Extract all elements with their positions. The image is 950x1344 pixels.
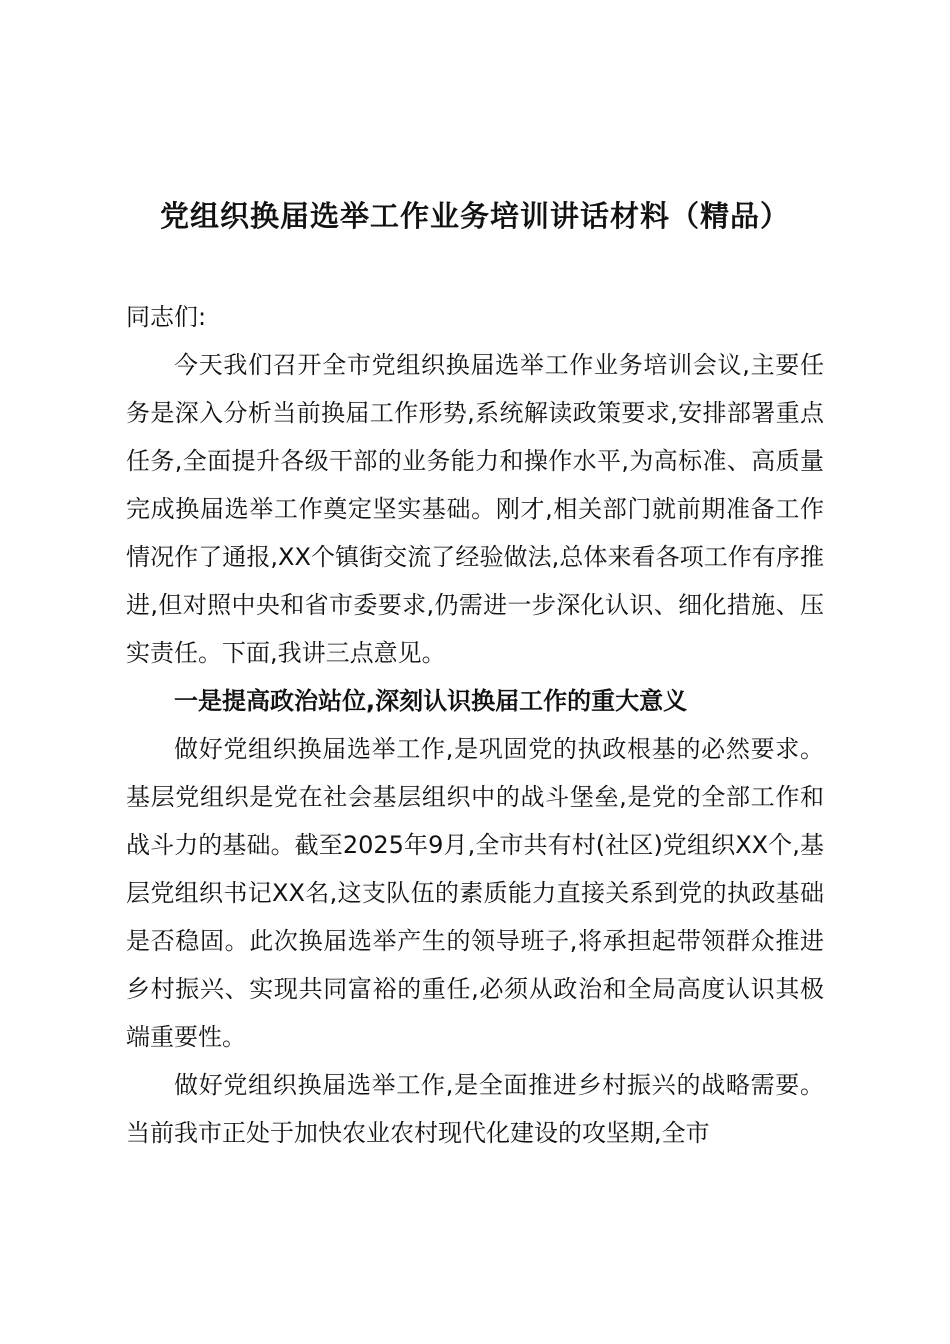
document-body bbox=[126, 293, 824, 1157]
paragraph-political-foundation: 做好党组织换届选举工作,是巩固党的执政根基的必然要求。基层党组织是党在社会基层组织中的战斗堡垒,是党的全部工作和战斗力的基础。截至2025年9月,全市共有村(社区)党组织XX个,基层党组织书记XX名,这支队伍的素质能力直接关系到党的执政基础是否稳固。此次换届选举产生的领导班子,将承担起带领群众推进乡村振兴、实现共同富裕的重任,必须从政治和全局高度认识其极端重要性。 bbox=[126, 735, 824, 1051]
salutation: 同志们: bbox=[126, 303, 207, 331]
section-heading-1: 一是提高政治站位,深刻认识换届工作的重大意义 bbox=[174, 687, 688, 715]
document-title: 党组织换届选举工作业务培训讲话材料（精品） bbox=[159, 199, 790, 233]
paragraph-rural-revitalization: 做好党组织换届选举工作,是全面推进乡村振兴的战略需要。当前我市正处于加快农业农村现代化建设的攻坚期,全市 bbox=[126, 1071, 824, 1147]
paragraph-intro: 今天我们召开全市党组织换届选举工作业务培训会议,主要任务是深入分析当前换届工作形势,系统解读政策要求,安排部署重点任务,全面提升各级干部的业务能力和操作水平,为高标准、高质量完成换届选举工作奠定坚实基础。刚才,相关部门就前期准备工作情况作了通报,XX个镇街交流了经验做法,总体来看各项工作有序推进,但对照中央和省市委要求,仍需进一步深化认识、细化措施、压实责任。下面,我讲三点意见。 bbox=[126, 351, 824, 667]
